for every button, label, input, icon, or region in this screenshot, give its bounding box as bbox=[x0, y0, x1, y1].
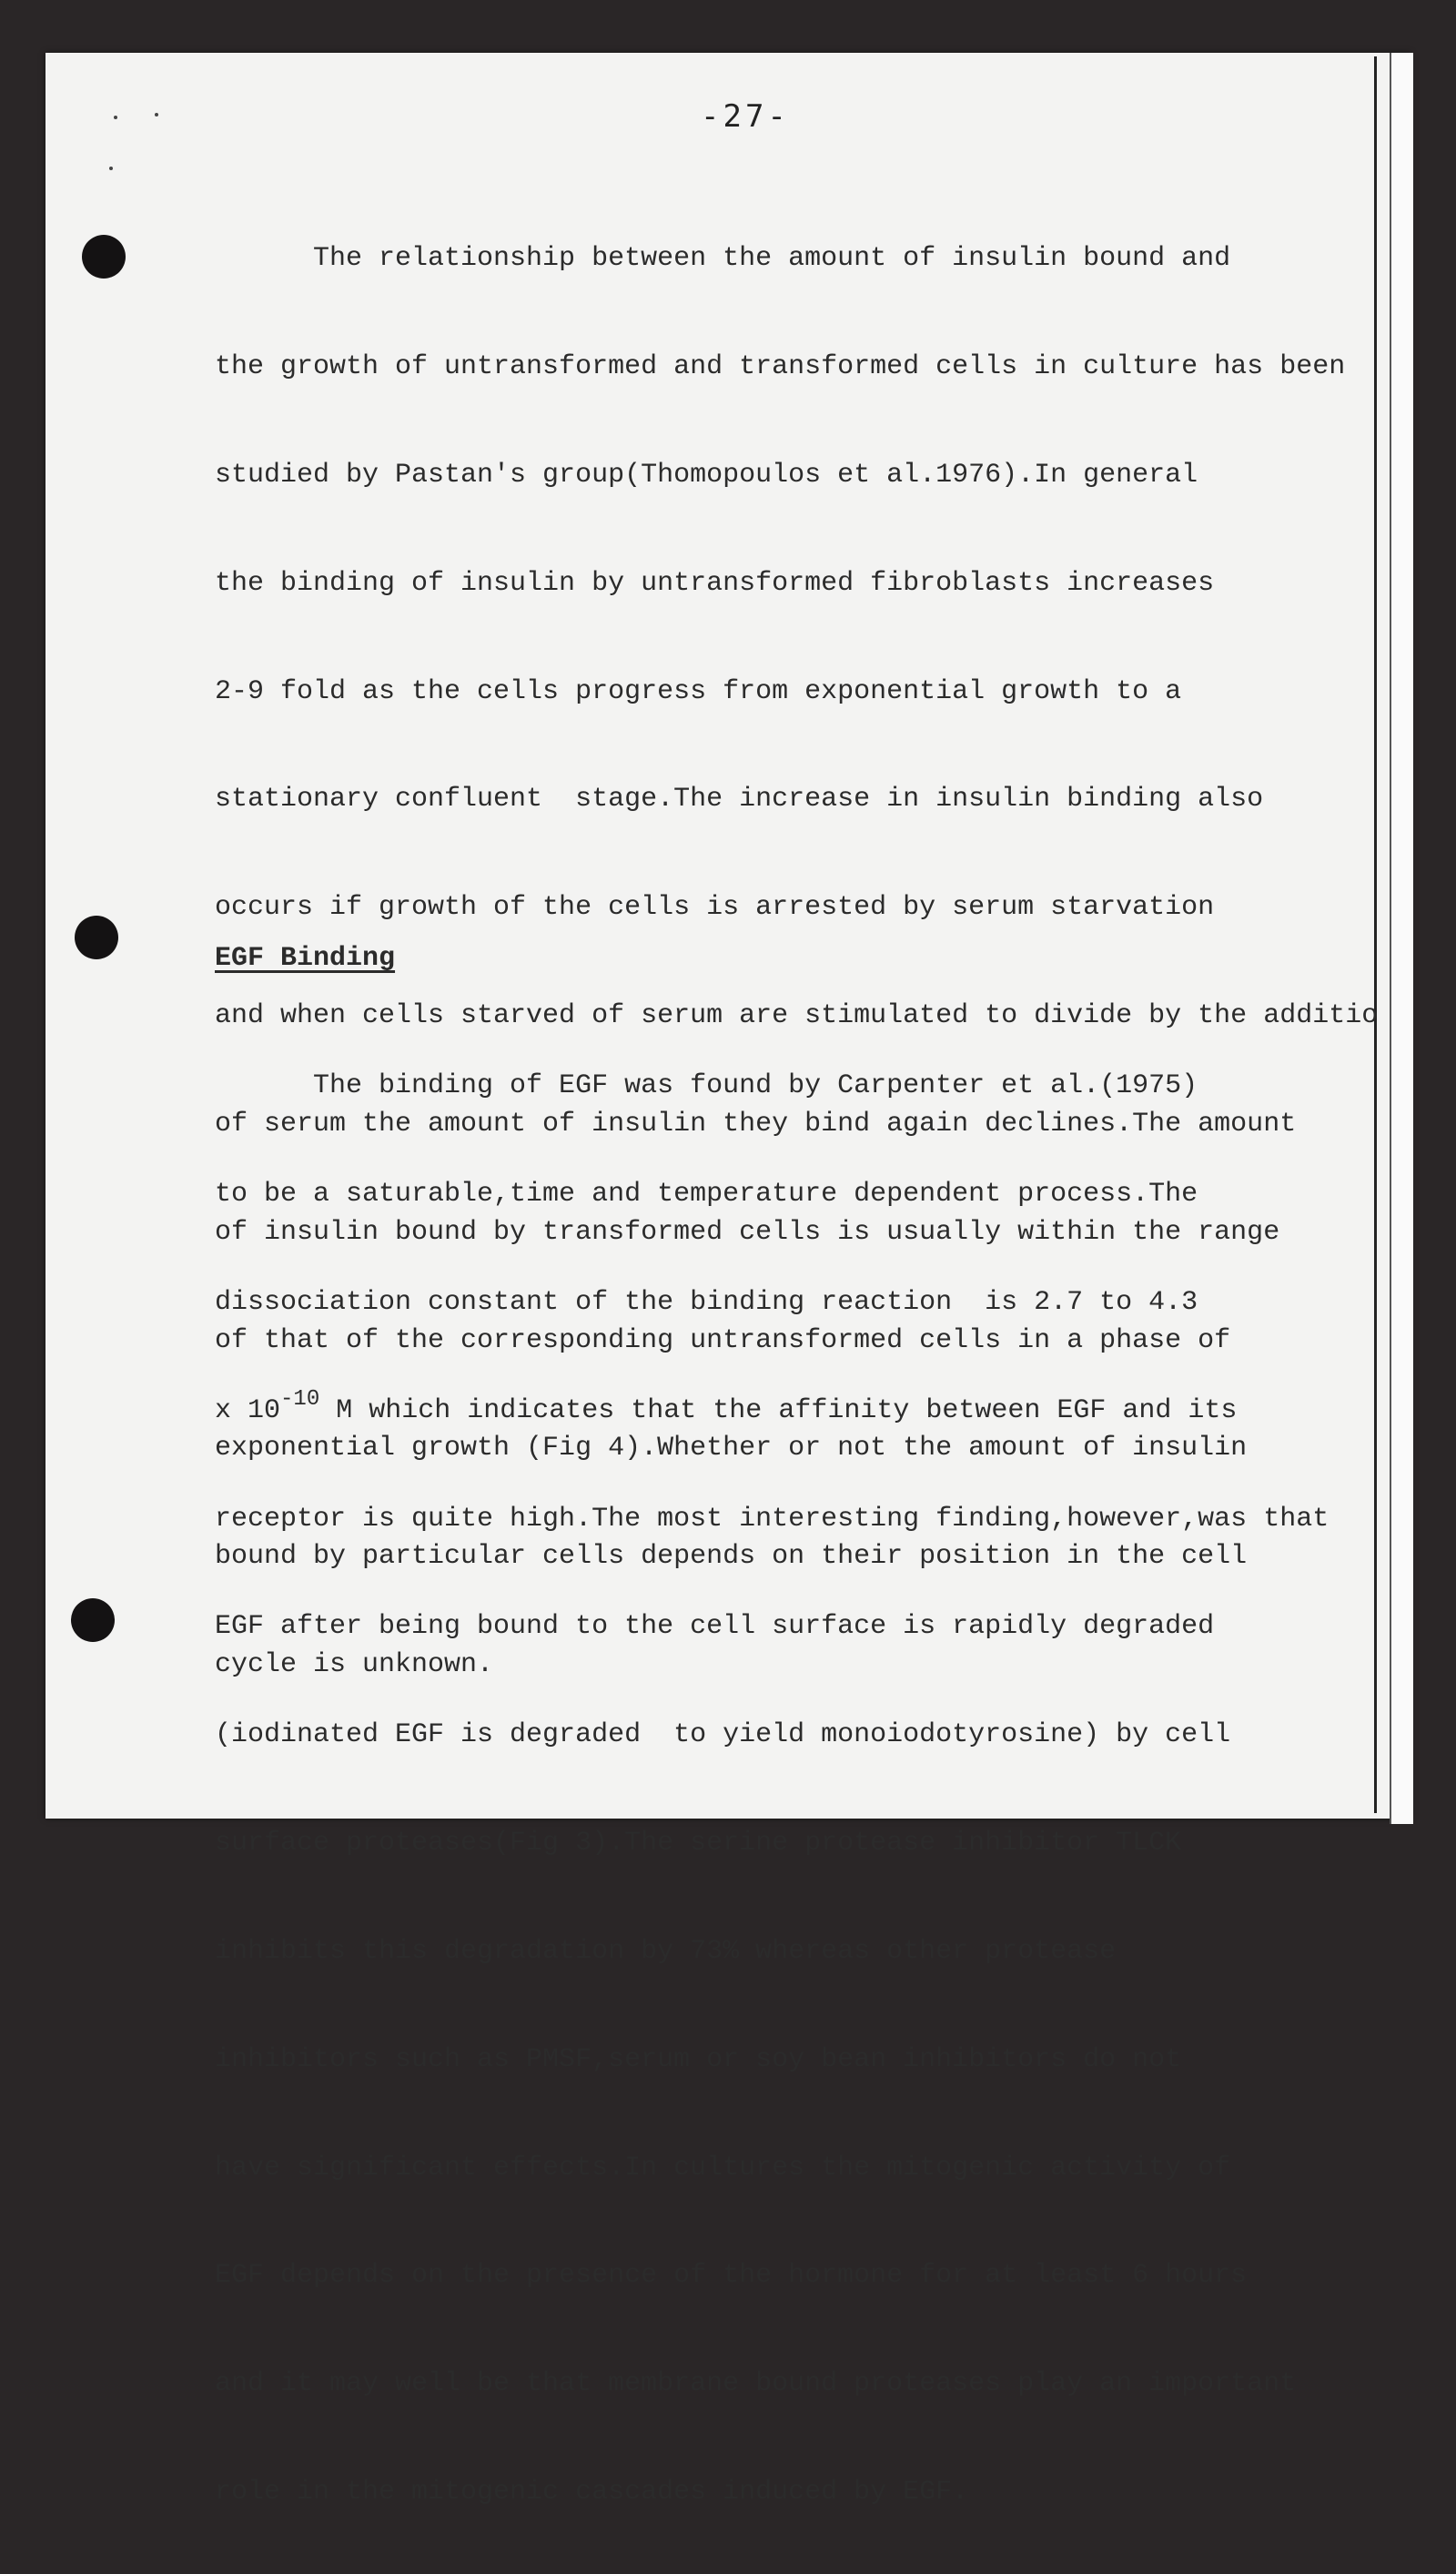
text-line: inhibitors such as PMSF,serum or soy bean inhibitors do not bbox=[215, 2043, 1182, 2075]
text-line: exponential growth (Fig 4).Whether or not the amount of insulin bbox=[215, 1433, 1248, 1464]
page-number: -27- bbox=[701, 98, 790, 135]
text-line: have significant effects.In cultures the mitogenic activity of bbox=[215, 2152, 1231, 2184]
text-line: of that of the corresponding untransformed cells in a phase of bbox=[215, 1324, 1231, 1356]
speck bbox=[155, 113, 158, 117]
punch-hole-top bbox=[82, 235, 126, 279]
speck bbox=[109, 167, 113, 170]
text-line: EGF after being bound to the cell surface is rapidly degraded bbox=[215, 1611, 1215, 1643]
text-line: dissociation constant of the binding reaction is 2.7 to 4.3 bbox=[215, 1287, 1198, 1319]
text-line: bound by particular cells depends on their position in the cell bbox=[215, 1541, 1248, 1573]
text-line: The relationship between the amount of insulin bound and bbox=[215, 243, 1231, 275]
text-line: and when cells starved of serum are stimulated to divide by the additio bbox=[215, 1000, 1379, 1032]
punch-hole-bottom bbox=[71, 1598, 115, 1642]
text-line: occurs if growth of the cells is arrested by serum starvation bbox=[215, 892, 1215, 924]
text-fragment: M which indicates that the affinity between EGF and its bbox=[319, 1394, 1238, 1426]
text-line: the binding of insulin by untransformed fibroblasts increases bbox=[215, 567, 1215, 599]
text-line: to be a saturable,time and temperature dependent process.The bbox=[215, 1179, 1198, 1211]
text-line: EGF depends on the presence of the hormone for at least 6 hours bbox=[215, 2260, 1248, 2292]
text-line: The binding of EGF was found by Carpenter et al.(1975) bbox=[215, 1070, 1198, 1102]
text-line: (iodinated EGF is degraded to yield monoiodotyrosine) by cell bbox=[215, 1719, 1231, 1751]
text-line: and it may well be that membrane bound proteases play an important bbox=[215, 2368, 1297, 2400]
text-line: inhibits this degradation by 73% whereas other protease bbox=[215, 1935, 1117, 1967]
exponent: -10 bbox=[280, 1386, 320, 1412]
text-line: role in the mitogenic cascades induced by EGF. bbox=[215, 2476, 969, 2508]
section-heading-egf-binding: EGF Binding bbox=[215, 943, 396, 974]
text-line: surface proteases(Fig 3).The serine protease inhibitor TLCK bbox=[215, 1828, 1182, 1860]
text-line: of insulin bound by transformed cells is usually within the range bbox=[215, 1216, 1280, 1248]
text-line: the growth of untransformed and transformed cells in culture has been bbox=[215, 351, 1346, 383]
text-fragment: x 10 bbox=[215, 1394, 281, 1426]
text-line: studied by Pastan's group(Thomopoulos et al.1976).In general bbox=[215, 460, 1198, 491]
text-line-with-exponent bbox=[215, 1384, 1329, 1438]
text-line: 2-9 fold as the cells progress from exponential growth to a bbox=[215, 675, 1182, 707]
paper-right-edge bbox=[1390, 53, 1413, 1824]
speck bbox=[114, 116, 117, 119]
text-line: of serum the amount of insulin they bind again declines.The amount bbox=[215, 1108, 1297, 1140]
paragraph-egf-binding bbox=[215, 1006, 1329, 2574]
text-line: cycle is unknown. bbox=[215, 1648, 494, 1680]
text-line: stationary confluent stage.The increase in insulin binding also bbox=[215, 784, 1264, 816]
text-line: receptor is quite high.The most interesting finding,however,was that bbox=[215, 1503, 1330, 1535]
punch-hole-middle bbox=[75, 916, 118, 959]
